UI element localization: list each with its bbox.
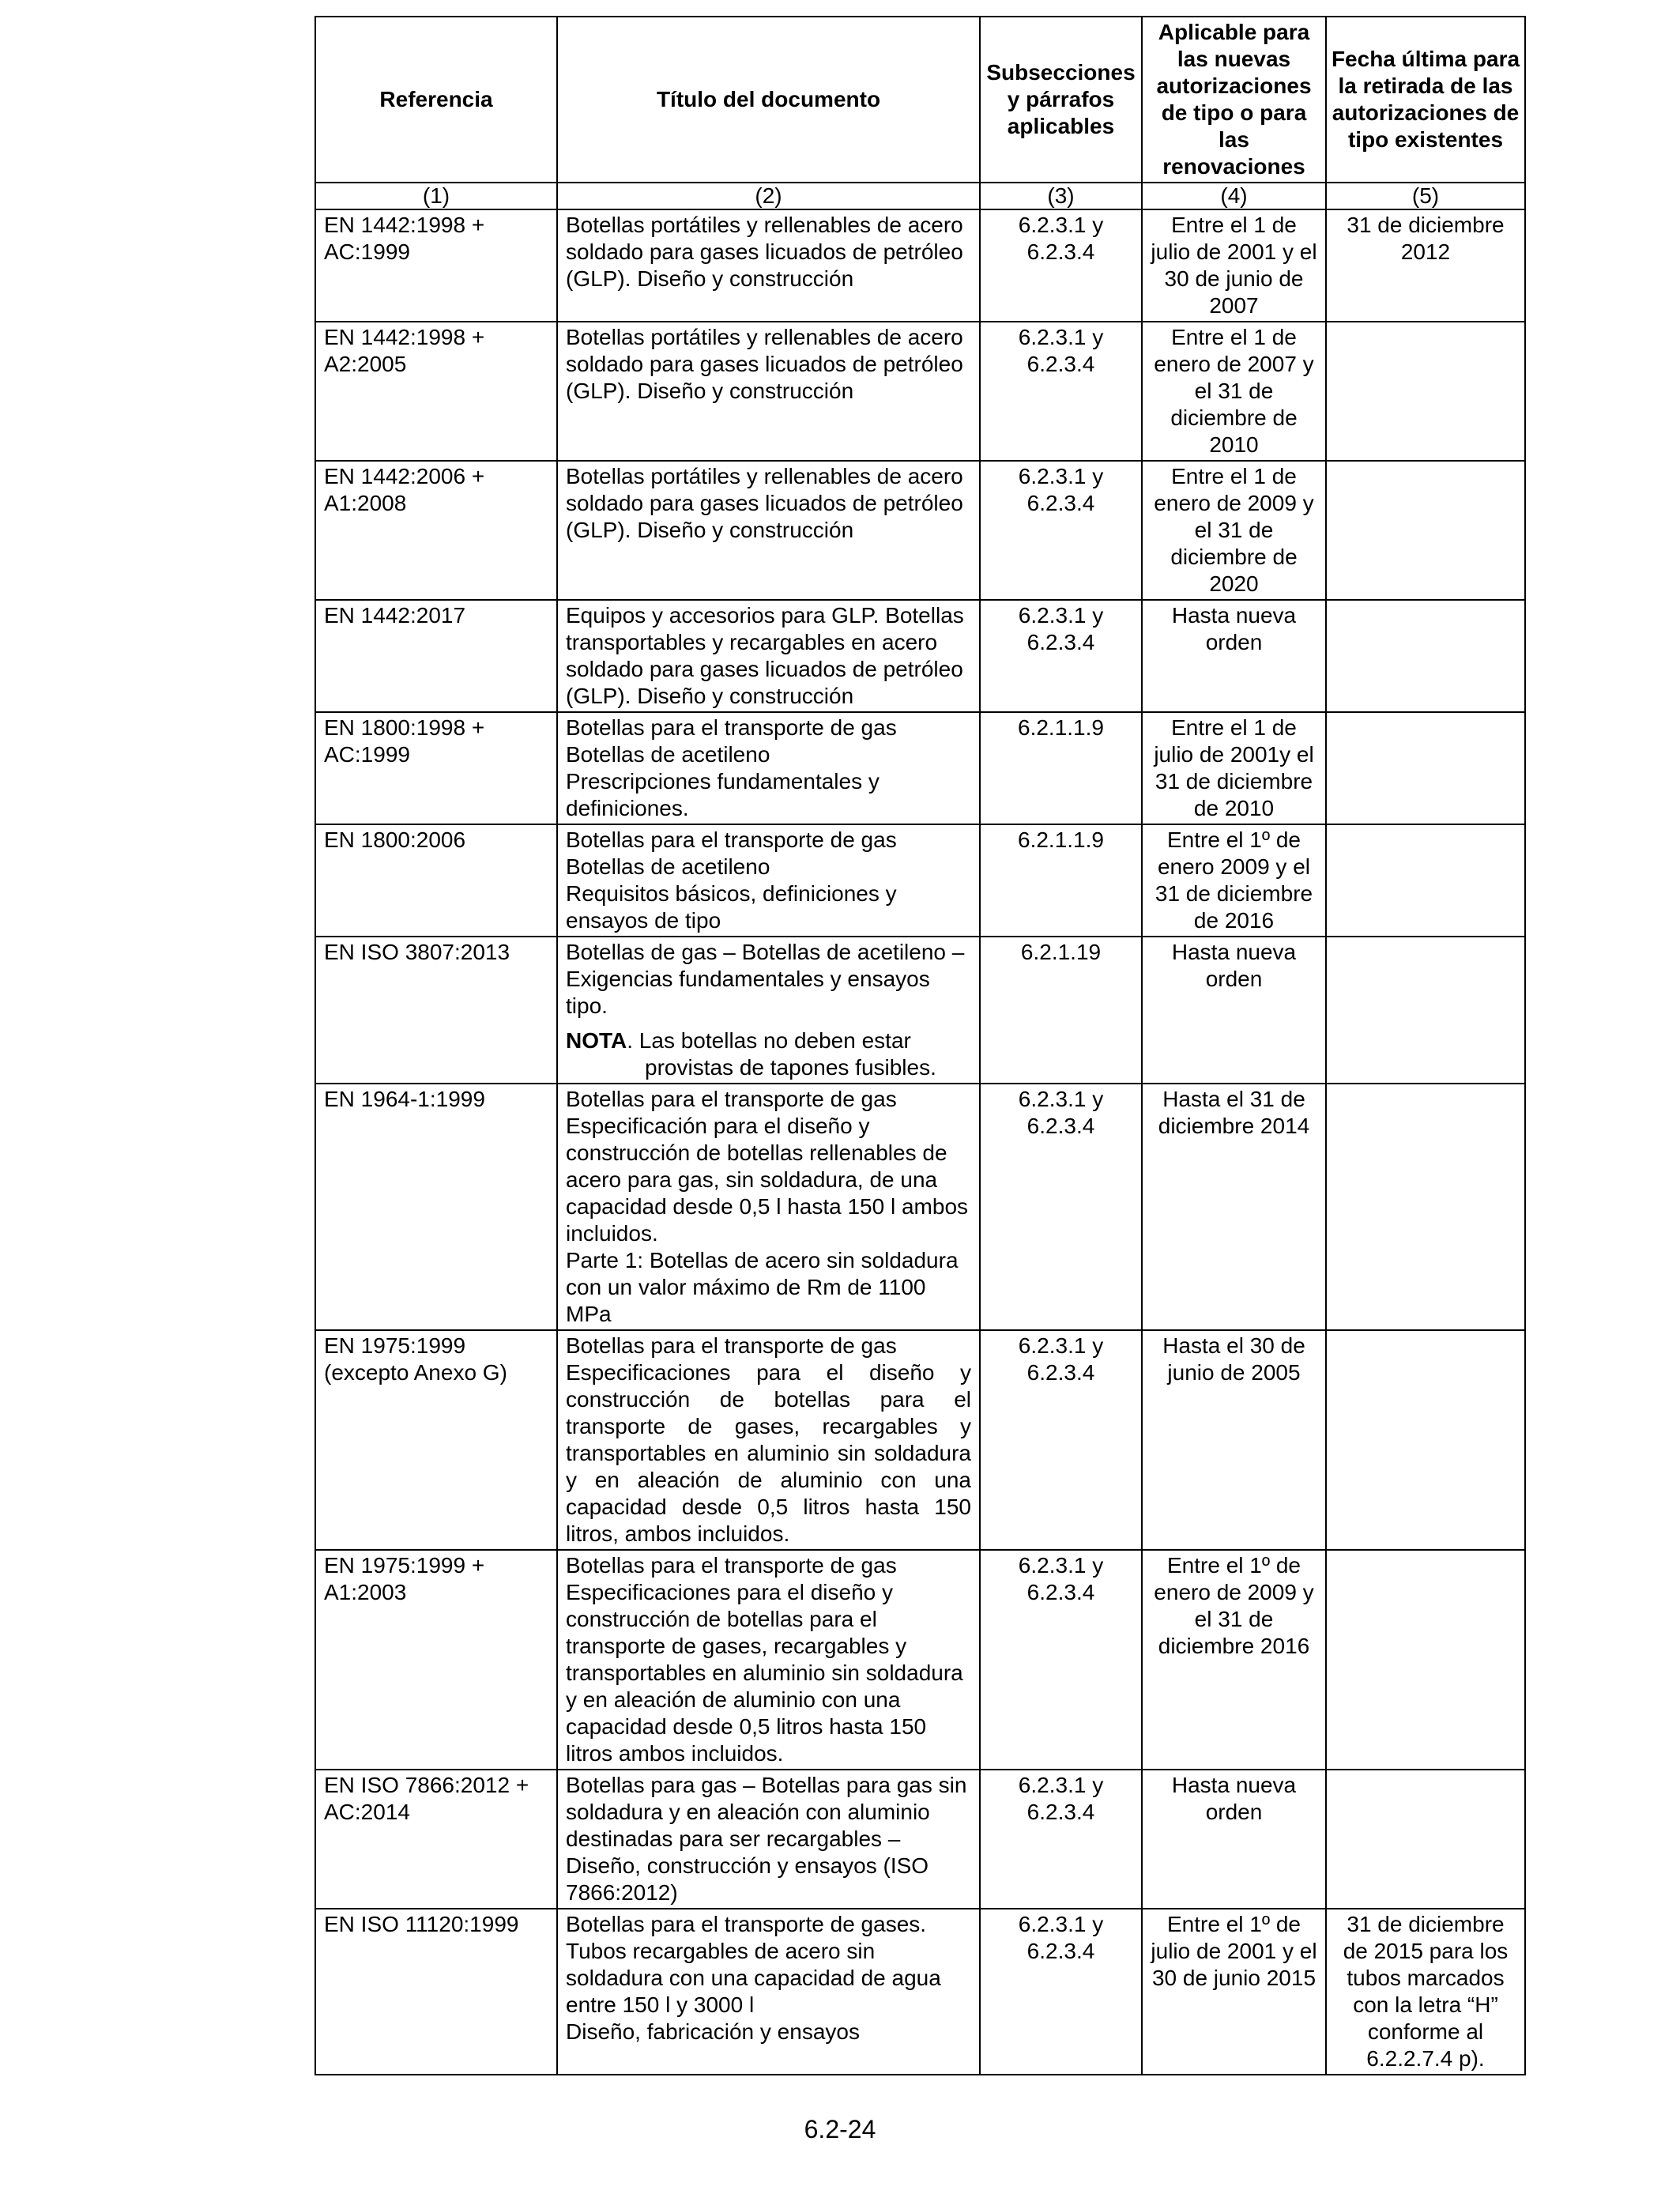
ref-cell: EN 1964-1:1999 — [315, 1084, 557, 1330]
withdrawal-date-cell: 31 de diciembre 2012 — [1326, 209, 1525, 322]
table-row — [315, 1550, 1525, 1770]
applicable-cell: Entre el 1º de enero 2009 y el 31 de diciembre de 2016 — [1142, 824, 1326, 937]
subsection-cell: 6.2.3.1 y 6.2.3.4 — [980, 209, 1142, 322]
table-row — [315, 1909, 1525, 2075]
ref-cell: EN 1442:1998 + A2:2005 — [315, 322, 557, 461]
ref-cell: EN 1975:1999 + A1:2003 — [315, 1550, 557, 1770]
applicable-cell: Entre el 1 de julio de 2001y el 31 de diciembre de 2010 — [1142, 712, 1326, 824]
applicable-cell: Entre el 1 de julio de 2001 y el 30 de junio de 2007 — [1142, 209, 1326, 322]
note — [566, 1027, 971, 1081]
note-label: NOTA — [566, 1028, 627, 1053]
header-fecha: Fecha última para la retirada de las autorizaciones de tipo existentes — [1326, 17, 1525, 183]
page-number: 6.2-24 — [804, 2115, 876, 2143]
withdrawal-date-cell — [1326, 1084, 1525, 1330]
withdrawal-date-cell — [1326, 600, 1525, 712]
withdrawal-date-cell — [1326, 1770, 1525, 1909]
title-cell: Botellas para el transporte de gas Botellas de acetileno Prescripciones fundamentales y definiciones. — [557, 712, 980, 824]
withdrawal-date-cell — [1326, 1550, 1525, 1770]
column-number: (4) — [1142, 183, 1326, 209]
applicable-cell: Hasta el 30 de junio de 2005 — [1142, 1330, 1326, 1550]
applicable-cell: Hasta nueva orden — [1142, 937, 1326, 1084]
table-row — [315, 209, 1525, 322]
applicable-cell: Entre el 1º de julio de 2001 y el 30 de junio 2015 — [1142, 1909, 1326, 2075]
subsection-cell: 6.2.3.1 y 6.2.3.4 — [980, 461, 1142, 600]
subsection-cell: 6.2.1.1.9 — [980, 824, 1142, 937]
subsection-cell: 6.2.3.1 y 6.2.3.4 — [980, 1084, 1142, 1330]
table-row — [315, 1770, 1525, 1909]
title-cell: Botellas para gas – Botellas para gas sin soldadura y en aleación con aluminio destinadas para ser recargables – Diseño, construcción y ensayos (ISO 7866:2012) — [557, 1770, 980, 1909]
table-row — [315, 712, 1525, 824]
title-cell: Botellas portátiles y rellenables de acero soldado para gases licuados de petróleo (GLP). Diseño y construcción — [557, 209, 980, 322]
subsection-cell: 6.2.3.1 y 6.2.3.4 — [980, 322, 1142, 461]
title-cell — [557, 937, 980, 1084]
note-text: . Las botellas no deben estar provistas de tapones fusibles. — [627, 1028, 936, 1080]
withdrawal-date-cell — [1326, 824, 1525, 937]
title-cell: Botellas para el transporte de gas Especificaciones para el diseño y construcción de botellas para el transporte de gases, recargables y transportables en aluminio sin soldadura y en aleación de aluminio con una capacidad desde 0,5 litros hasta 150 litros, ambos incluidos. — [557, 1330, 980, 1550]
subsection-cell: 6.2.3.1 y 6.2.3.4 — [980, 1330, 1142, 1550]
applicable-cell: Hasta el 31 de diciembre 2014 — [1142, 1084, 1326, 1330]
applicable-cell: Hasta nueva orden — [1142, 1770, 1326, 1909]
ref-cell: EN 1975:1999 (excepto Anexo G) — [315, 1330, 557, 1550]
applicable-cell: Hasta nueva orden — [1142, 600, 1326, 712]
header-row — [315, 17, 1525, 183]
withdrawal-date-cell — [1326, 1330, 1525, 1550]
header-aplicable: Aplicable para las nuevas autorizaciones de tipo o para las renovaciones — [1142, 17, 1326, 183]
column-number: (3) — [980, 183, 1142, 209]
title-cell: Botellas portátiles y rellenables de acero soldado para gases licuados de petróleo (GLP). Diseño y construcción — [557, 461, 980, 600]
subsection-cell: 6.2.3.1 y 6.2.3.4 — [980, 1909, 1142, 2075]
ref-cell: EN ISO 11120:1999 — [315, 1909, 557, 2075]
table-row — [315, 937, 1525, 1084]
column-number: (2) — [557, 183, 980, 209]
title-cell: Botellas para el transporte de gas Especificación para el diseño y construcción de botellas rellenables de acero para gas, sin soldadura, de una capacidad desde 0,5 l hasta 150 l ambos incluidos. Parte 1: Botellas de acero sin soldadura con un valor máximo de Rm de 1100 MPa — [557, 1084, 980, 1330]
withdrawal-date-cell: 31 de diciembre de 2015 para los tubos marcados con la letra “H” conforme al 6.2.2.7.4 p). — [1326, 1909, 1525, 2075]
applicable-cell: Entre el 1 de enero de 2009 y el 31 de diciembre de 2020 — [1142, 461, 1326, 600]
title-cell: Botellas para el transporte de gas Botellas de acetileno Requisitos básicos, definiciones y ensayos de tipo — [557, 824, 980, 937]
subsection-cell: 6.2.3.1 y 6.2.3.4 — [980, 1550, 1142, 1770]
column-number-row — [315, 183, 1525, 209]
ref-cell: EN 1442:2006 + A1:2008 — [315, 461, 557, 600]
title-cell: Botellas portátiles y rellenables de acero soldado para gases licuados de petróleo (GLP). Diseño y construcción — [557, 322, 980, 461]
ref-cell: EN 1442:1998 + AC:1999 — [315, 209, 557, 322]
subsection-cell: 6.2.1.19 — [980, 937, 1142, 1084]
withdrawal-date-cell — [1326, 937, 1525, 1084]
table-row — [315, 1084, 1525, 1330]
subsection-cell: 6.2.3.1 y 6.2.3.4 — [980, 600, 1142, 712]
table-row — [315, 461, 1525, 600]
ref-cell: EN 1800:2006 — [315, 824, 557, 937]
title-text: Botellas de gas – Botellas de acetileno – Exigencias fundamentales y ensayos tipo. — [566, 940, 965, 1018]
ref-cell: EN ISO 3807:2013 — [315, 937, 557, 1084]
title-cell: Equipos y accesorios para GLP. Botellas transportables y recargables en acero soldado para gases licuados de petróleo (GLP). Diseño y construcción — [557, 600, 980, 712]
subsection-cell: 6.2.1.1.9 — [980, 712, 1142, 824]
ref-cell: EN ISO 7866:2012 + AC:2014 — [315, 1770, 557, 1909]
ref-cell: EN 1442:2017 — [315, 600, 557, 712]
subsection-cell: 6.2.3.1 y 6.2.3.4 — [980, 1770, 1142, 1909]
header-subsecciones: Subsecciones y párrafos aplicables — [980, 17, 1142, 183]
title-cell: Botellas para el transporte de gas Especificaciones para el diseño y construcción de botellas para el transporte de gases, recargables y transportables en aluminio sin soldadura y en aleación de aluminio con una capacidad desde 0,5 litros hasta 150 litros ambos incluidos. — [557, 1550, 980, 1770]
header-referencia: Referencia — [315, 17, 557, 183]
ref-cell: EN 1800:1998 + AC:1999 — [315, 712, 557, 824]
column-number: (5) — [1326, 183, 1525, 209]
table-row — [315, 600, 1525, 712]
header-titulo: Título del documento — [557, 17, 980, 183]
standards-table — [315, 16, 1526, 2075]
withdrawal-date-cell — [1326, 322, 1525, 461]
applicable-cell: Entre el 1º de enero de 2009 y el 31 de diciembre 2016 — [1142, 1550, 1326, 1770]
table-row — [315, 322, 1525, 461]
withdrawal-date-cell — [1326, 712, 1525, 824]
withdrawal-date-cell — [1326, 461, 1525, 600]
table-row — [315, 1330, 1525, 1550]
applicable-cell: Entre el 1 de enero de 2007 y el 31 de diciembre de 2010 — [1142, 322, 1326, 461]
title-cell: Botellas para el transporte de gases. Tubos recargables de acero sin soldadura con una capacidad de agua entre 150 l y 3000 l Diseño, fabricación y ensayos — [557, 1909, 980, 2075]
table-row — [315, 824, 1525, 937]
column-number: (1) — [315, 183, 557, 209]
